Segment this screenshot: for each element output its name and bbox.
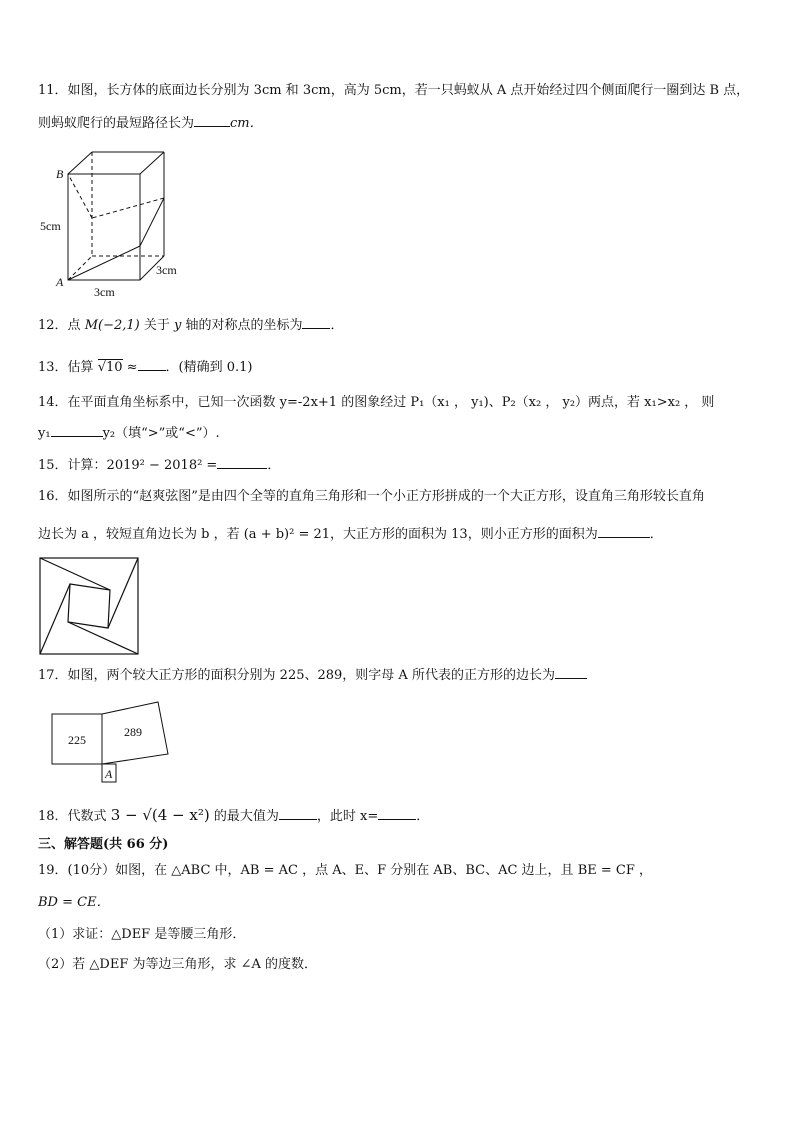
label-width: 3cm <box>94 285 115 299</box>
q19-line2: BD = CE． <box>38 895 110 910</box>
q19-part2: （2）若 △DEF 为等边三角形，求 ∠A 的度数． <box>38 957 318 972</box>
q11-answer-blank[interactable] <box>194 114 230 127</box>
q18-text-a: 18．代数式 <box>38 809 111 824</box>
q11-unit: cm． <box>230 116 263 131</box>
q14-line2 <box>38 424 220 443</box>
q18-text-d: ． <box>416 809 430 824</box>
q12-text-a: 12．点 <box>38 318 85 333</box>
q16-text: 边长为 a ，较短直角边长为 b ，若 (a + b)² = 21，大正方形的面积为 13，则小正方形的面积为 <box>38 527 598 542</box>
q14-y1: y₁ <box>38 426 51 441</box>
q14-line1: 14．在平面直角坐标系中，已知一次函数 y=-2x+1 的图象经过 P₁（x₁ ， y₁)、P₂（x₂ ， y₂）两点，若 x₁>x₂ ， 则 <box>38 395 715 410</box>
q17-answer-blank[interactable] <box>555 666 587 679</box>
q11-line1: 11．如图，长方体的底面边长分别为 3cm 和 3cm，高为 5cm，若一只蚂蚁从 A 点开始经过四个侧面爬行一圈到达 B 点， <box>38 83 750 98</box>
q13-text-b: ≈ <box>122 360 138 375</box>
q12-text-b: 关于 <box>139 318 174 333</box>
q13-text-c: ．(精确到 0.1) <box>165 360 253 375</box>
label-B: B <box>56 167 64 181</box>
q13-line <box>38 358 253 377</box>
q19-part1: （1）求证：△DEF 是等腰三角形． <box>38 927 246 942</box>
q16-end: ． <box>649 527 663 542</box>
q14-answer-blank[interactable] <box>51 424 103 437</box>
q14-y2: y₂（填“>”或“<”）. <box>102 426 220 441</box>
q11-line2-text: 则蚂蚁爬行的最短路径长为 <box>38 116 195 131</box>
q18-x-blank[interactable] <box>378 807 416 820</box>
q13-answer-blank[interactable] <box>138 358 166 371</box>
q16-line1: 16．如图所示的“赵爽弦图”是由四个全等的直角三角形和一个小正方形拼成的一个大正方形，设直角三角形较长直角 <box>38 489 705 504</box>
q18-expr: 3 − √(4 − x²) <box>110 806 210 824</box>
q15-text-b: = <box>202 458 218 473</box>
section-heading: 三、解答题(共 66 分) <box>38 837 169 852</box>
q13-text-a: 13．估算 <box>38 360 98 375</box>
label-A: A <box>56 275 64 289</box>
q15-line <box>38 456 280 475</box>
q12-axis: y <box>173 318 182 333</box>
q16-answer-blank[interactable] <box>598 525 650 538</box>
q17-text: 17．如图，两个较大正方形的面积分别为 225、289，则字母 A 所代表的正方形的边长为 <box>38 668 555 683</box>
q19-line1: 19．(10分）如图，在 △ABC 中，AB = AC ，点 A、E、F 分别在 AB、BC、AC 边上，且 BE = CF ， <box>38 863 652 878</box>
q11-line2 <box>38 114 263 133</box>
square-225-label: 225 <box>68 733 86 747</box>
label-depth: 3cm <box>156 263 177 277</box>
q12-point: M(−2,1) <box>84 318 140 333</box>
q18-text-b: 的最大值为 <box>209 809 279 824</box>
q15-text-c: ． <box>267 458 281 473</box>
q15-expr: 2019² − 2018² <box>106 458 203 473</box>
q15-text-a: 15．计算： <box>38 458 107 473</box>
q12-answer-blank[interactable] <box>302 316 330 329</box>
q12-text-c: 轴的对称点的坐标为 <box>181 318 303 333</box>
q18-max-blank[interactable] <box>279 807 317 820</box>
q15-answer-blank[interactable] <box>217 456 267 469</box>
square-289-label: 289 <box>124 725 142 739</box>
zhaoshuang-figure <box>38 556 142 658</box>
q13-sqrt: √10 <box>97 360 123 375</box>
q18-text-c: ，此时 x= <box>316 809 379 824</box>
q12-line <box>38 316 344 335</box>
q17-line <box>38 666 587 685</box>
squares-figure <box>48 696 178 786</box>
square-A-label: A <box>105 767 113 781</box>
cuboid-figure <box>36 146 196 301</box>
label-height: 5cm <box>40 219 61 233</box>
q18-line <box>38 806 429 826</box>
q16-line2 <box>38 525 663 544</box>
q12-text-d: ． <box>330 318 344 333</box>
